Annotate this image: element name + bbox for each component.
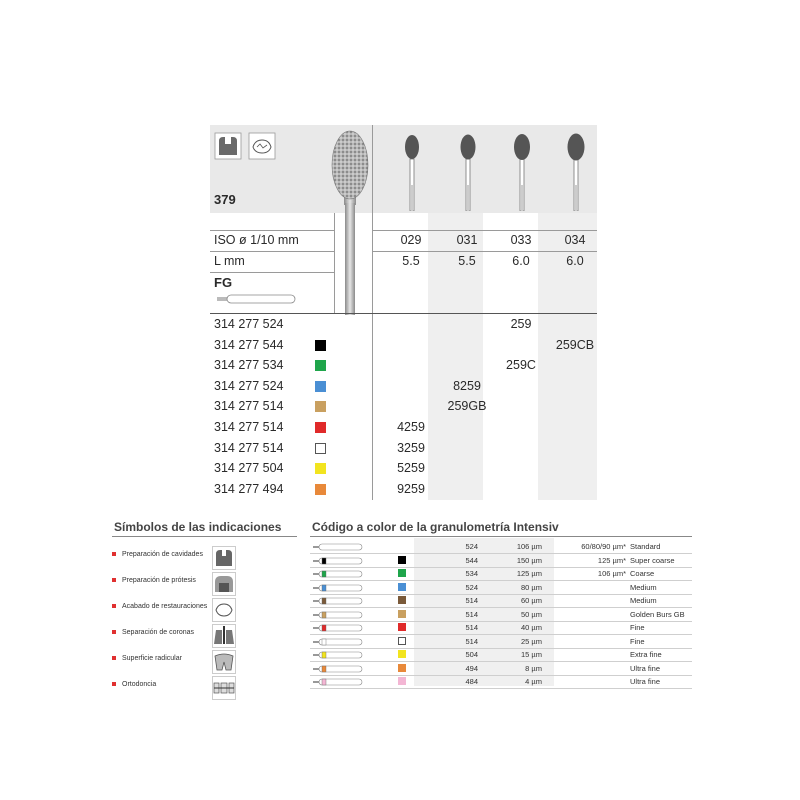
grit-color-swatch [398,650,406,658]
grit-code: 524 [465,582,478,592]
bur-reference: 259 [510,317,532,331]
indications-legend [112,520,302,700]
grit-row-divider [310,688,692,689]
bur-silhouette-034 [566,131,586,211]
legend-item-label: Acabado de restauraciones [122,603,208,610]
grit-row [310,635,692,648]
order-code: 314 277 494 [214,481,284,496]
order-code: 314 277 524 [214,378,284,393]
legend-item-label: Preparación de cavidades [122,551,203,558]
grit-name: Golden Burs GB [630,609,685,619]
grit-size: 60 µm [521,596,542,605]
red-bullet-icon [112,630,116,634]
grit-code: 524 [465,542,478,551]
grit-code: 494 [465,663,478,673]
bur-reference: 5259 [397,461,425,476]
grit-row [310,554,692,567]
order-code: 314 277 514 [214,440,284,455]
row-divider [210,272,334,273]
cavity-preparation-icon [212,546,236,570]
grit-row [310,567,692,580]
grit-name: Fine [630,636,645,646]
grit-color-swatch [315,381,326,392]
length-value: 6.0 [566,254,584,268]
column-divider [334,213,335,313]
red-bullet-icon [112,604,116,608]
length-value: 5.5 [402,254,420,268]
row-divider [372,230,597,231]
grit-code: 544 [465,555,478,565]
restoration-finishing-icon [248,132,276,160]
row-divider [210,251,334,252]
grit-color-swatch [315,484,326,495]
grit-name: Ultra fine [630,677,661,686]
grit-color-swatch [315,463,326,474]
grit-size: 106 µm [516,542,542,551]
legend-item-label: Superficie radicular [122,655,182,662]
bur-silhouette-029 [402,131,422,211]
grit-color-swatch [398,583,406,591]
legend-item [112,629,194,643]
grit-code: 514 [465,609,478,619]
bur-catalog-table [210,125,597,500]
grit-code: 484 [465,677,478,686]
length-value: 6.0 [512,254,530,268]
grit-name: Ultra fine [630,663,661,673]
order-code: 314 277 534 [214,358,284,373]
grit-size: 150 µm [516,555,542,565]
order-rows-divider [210,313,597,314]
red-bullet-icon [112,682,116,686]
grit-code-table [310,520,692,690]
grit-name: Standard [630,542,661,551]
grit-row [310,648,692,661]
order-code: 314 277 544 [214,337,284,352]
grit-color-swatch [398,556,406,564]
crown-preparation-icon [212,572,236,596]
grit-code: 534 [465,569,478,578]
row-divider [372,251,597,252]
grit-extra: 106 µm* [597,569,626,578]
bur-reference: 259C [506,358,536,373]
row-divider [210,230,334,231]
grit-size: 4 µm [525,677,542,686]
grit-name: Coarse [630,569,655,578]
grit-color-swatch [398,677,406,685]
legend-rule [112,536,297,537]
bur-reference: 3259 [397,440,425,455]
grit-code: 514 [465,623,478,632]
grit-color-swatch [315,443,326,454]
legend-item [112,655,182,669]
grit-code: 514 [465,636,478,646]
grit-row [310,581,692,594]
grit-color-swatch [398,623,406,631]
red-bullet-icon [112,578,116,582]
grit-code: 504 [465,650,478,659]
legend-title: Símbolos de las indicaciones [114,520,282,534]
grit-name: Super coarse [630,555,675,565]
legend-item-label: Preparación de prótesis [122,577,196,584]
grit-color-swatch [398,596,406,604]
order-code: 314 277 504 [214,461,284,476]
grit-extra: 125 µm* [597,555,626,565]
grit-rule [310,536,692,537]
bur-silhouette-033 [512,131,532,211]
grit-row [310,608,692,621]
grit-size: 8 µm [525,663,542,673]
red-bullet-icon [112,552,116,556]
grit-row [310,675,692,688]
bur-reference: 4259 [397,420,425,434]
order-code: 314 277 514 [214,399,284,414]
fg-shank-icon [216,292,298,304]
grit-name: Medium [630,596,657,605]
crown-separation-icon [212,624,236,648]
grit-size: 125 µm [516,569,542,578]
legend-item [112,681,156,695]
bur-reference: 259CB [555,337,595,352]
grit-color-swatch [315,360,326,371]
cavity-preparation-icon [214,132,242,160]
grit-extra: 60/80/90 µm* [581,542,626,551]
bur-reference: 8259 [453,378,481,393]
grit-name: Fine [630,623,645,632]
grit-title: Código a color de la granulometría Intensiv [312,520,559,534]
orthodontics-icon [212,676,236,700]
grit-size: 80 µm [521,582,542,592]
grit-size: 40 µm [521,623,542,632]
grit-size: 50 µm [521,609,542,619]
grit-name: Medium [630,582,657,592]
product-number: 379 [214,192,236,207]
legend-item-label: Separación de coronas [122,629,194,636]
grit-size: 15 µm [521,650,542,659]
order-code: 314 277 524 [214,317,284,331]
grit-row [310,594,692,607]
grit-color-swatch [398,610,406,618]
iso-value: 033 [510,233,532,247]
bur-silhouette-031 [458,131,478,211]
legend-item [112,603,207,617]
grit-color-swatch [398,664,406,672]
iso-value: 031 [456,233,478,247]
root-surface-icon [212,650,236,674]
grit-row [310,540,692,553]
shank-label: FG [214,275,233,290]
grit-color-swatch [315,401,326,412]
legend-item [112,577,196,591]
length-value: 5.5 [458,254,476,268]
grit-row [310,662,692,675]
grit-code: 514 [465,596,478,605]
iso-value: 034 [564,233,586,247]
grit-color-swatch [315,422,326,433]
grit-name: Extra fine [630,650,662,659]
grit-color-swatch [398,569,406,577]
bur-reference: 9259 [397,481,425,496]
iso-value: 029 [400,233,422,247]
bur-reference: 259GB [447,399,487,414]
grit-size: 25 µm [521,636,542,646]
grit-row [310,621,692,634]
grit-color-swatch [398,637,406,645]
legend-item-label: Ortodoncia [122,681,157,688]
legend-item [112,551,203,565]
iso-label: ISO ø 1/10 mm [214,233,299,247]
grit-color-swatch [315,340,326,351]
length-label: L mm [214,254,245,268]
restoration-finishing-icon [212,598,236,622]
red-bullet-icon [112,656,116,660]
order-code: 314 277 514 [214,420,284,434]
